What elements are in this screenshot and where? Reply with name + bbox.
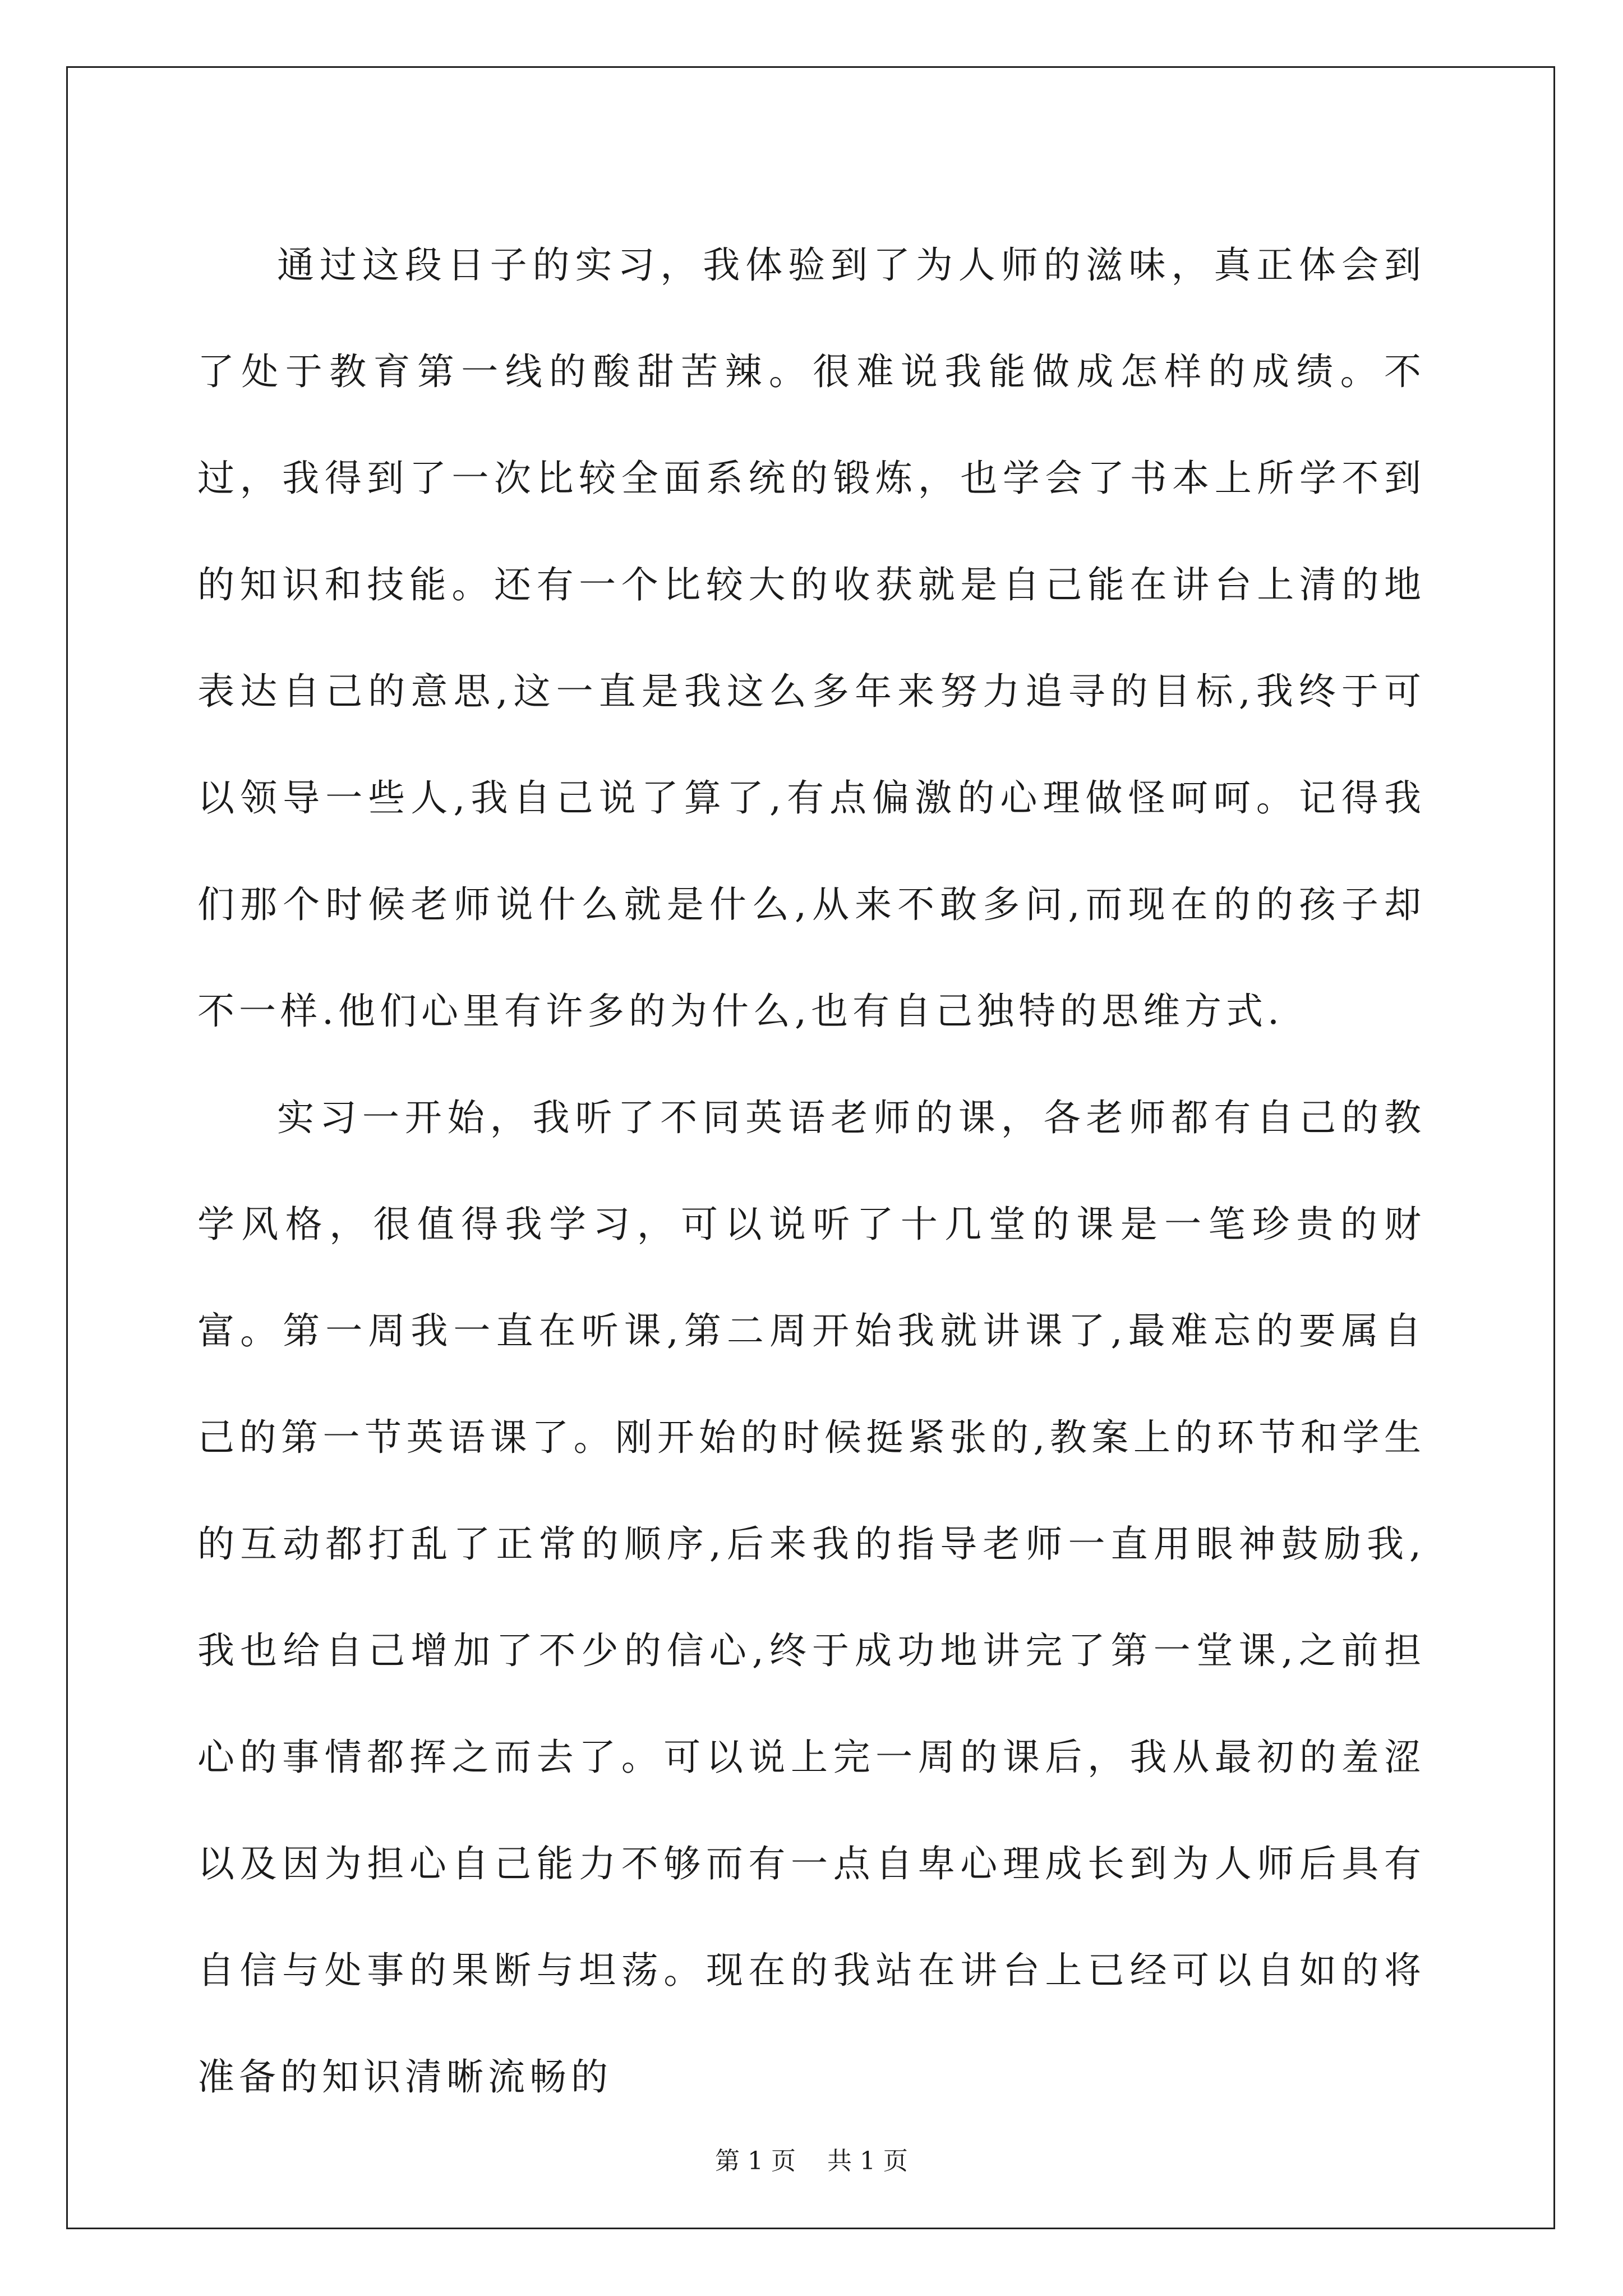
page-footer: 第 1 页 共 1 页 [715, 2147, 908, 2175]
paragraph: 通过这段日子的实习，我体验到了为人师的滋味，真正体会到了处于教育第一线的酸甜苦辣。很难说我能做成怎样的成绩。不过，我得到了一次比较全面系统的锻炼，也学会了书本上所学不到的知识和技能。还有一个比较大的收获就是自己能在讲台上清的地表达自己的意思,这一直是我这么多年来努力追寻的目标,我终于可以领导一些人,我自己说了算了,有点偏激的心理做怪呵呵。记得我们那个时候老师说什么就是什么,从来不敢多问,而现在的的孩子却不一样.他们心里有许多的为什么,也有自己独特的思维方式. [197, 243, 1426, 1033]
document-body [197, 212, 1426, 2131]
paragraph: 实习一开始，我听了不同英语老师的课，各老师都有自己的教学风格，很值得我学习，可以说听了十几堂的课是一笔珍贵的财富。第一周我一直在听课,第二周开始我就讲课了,最难忘的要属自己的第一节英语课了。刚开始的时候挺紧张的,教案上的环节和学生的互动都打乱了正常的顺序,后来我的指导老师一直用眼神鼓励我,我也给自己增加了不少的信心,终于成功地讲完了第一堂课,之前担心的事情都挥之而去了。可以说上完一周的课后，我从最初的羞涩以及因为担心自己能力不够而有一点自卑心理成长到为人师后具有自信与处事的果断与坦荡。现在的我站在讲台上已经可以自如的将准备的知识清晰流畅的 [197, 1096, 1426, 2099]
